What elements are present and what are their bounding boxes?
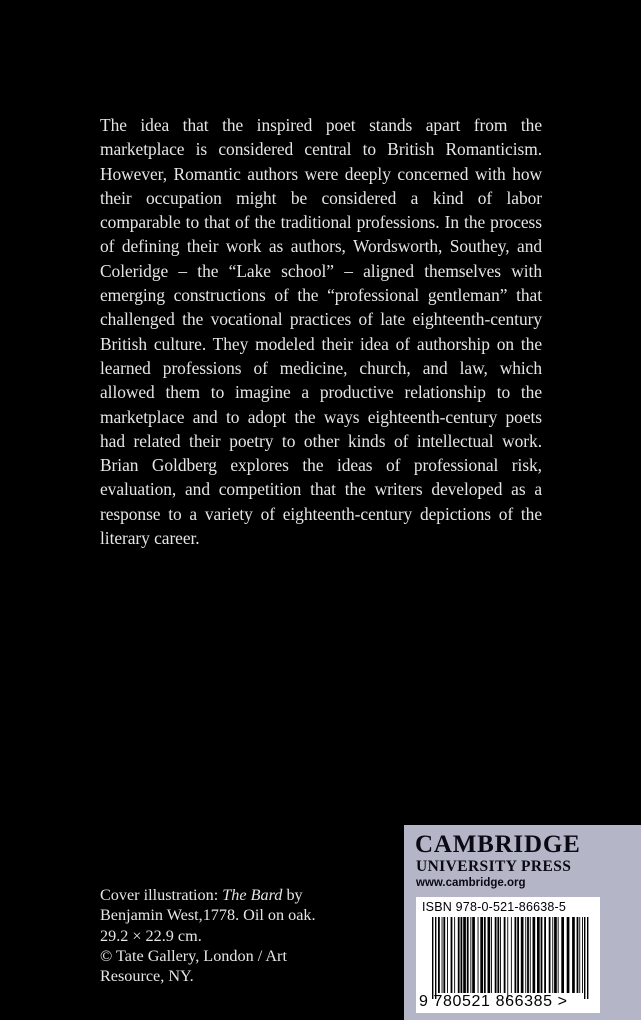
credit-line-2: Benjamin West,1778. Oil on oak. — [100, 906, 316, 925]
barcode-digits: 9 780521 866385 > — [419, 993, 568, 1010]
publisher-subname: UNIVERSITY PRESS — [416, 858, 572, 875]
publisher-panel — [404, 825, 641, 1020]
credit-by: by — [282, 886, 303, 904]
credit-line-1 — [100, 885, 350, 905]
publisher-name: CAMBRIDGE — [415, 831, 581, 858]
barcode-box — [416, 897, 600, 1013]
publisher-url: www.cambridge.org — [416, 877, 526, 889]
credit-line-4: © Tate Gallery, London / Art — [100, 946, 287, 965]
artwork-title: The Bard — [222, 886, 283, 904]
cover-illustration-credit — [100, 885, 350, 986]
isbn-label: ISBN 978-0-521-86638-5 — [422, 900, 567, 914]
credit-prefix: Cover illustration: — [100, 886, 223, 904]
credit-line-3: 29.2 × 22.9 cm. — [100, 926, 202, 945]
credit-line-5: Resource, NY. — [100, 967, 194, 986]
back-cover-blurb: The idea that the inspired poet stands apart from the marketplace is considered central to British Romanticism. However, Romantic authors were deeply concerned with how their occupation might be considered a kind of labor comparable to that of the traditional professions. In the process of defining their work as authors, Wordsworth, Southey, and Coleridge – the “Lake school” – aligned themselves with emerging constructions of the “professional gentleman” that challenged the vocational practices of late eighteenth-century British culture. They modeled their idea of authorship on the learned professions of medicine, church, and law, which allowed them to imagine a productive relationship to the marketplace and to adopt the ways eighteenth-century poets had related their poetry to other kinds of intellectual work. Brian Goldberg explores the ideas of professional risk, evaluation, and competition that the writers developed as a response to a variety of eighteenth-century depictions of the literary career. — [100, 115, 542, 549]
